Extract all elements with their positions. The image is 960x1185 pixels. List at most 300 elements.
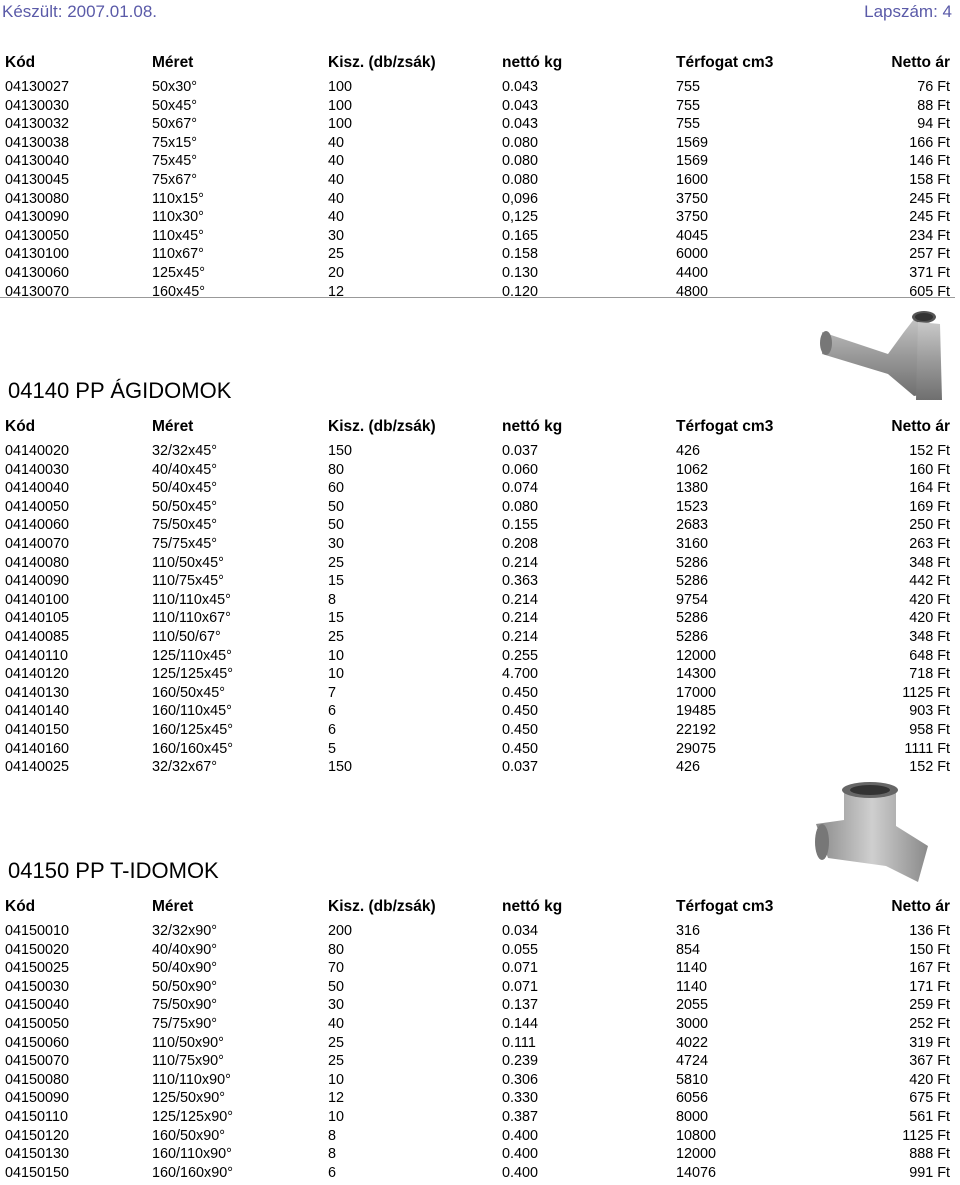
cell-net-kg: 0.137 [502,997,539,1014]
cell-size: 50x30° [152,79,197,95]
cell-net-kg: 0.060 [502,461,539,478]
cell-code: 04130038 [5,134,70,151]
cell-pack-qty: 10 [328,1071,345,1088]
cell-net-price: 169 Ft [909,498,950,515]
cell-net-price: 991 Ft [909,1164,950,1181]
cell-pack-qty: 30 [328,227,345,244]
cell-net-kg: 0.080 [502,171,539,188]
cell-net-kg: 0.080 [502,134,539,151]
created-date: Készült: 2007.01.08. [2,2,158,21]
table-row [0,922,960,941]
table-row [0,461,960,480]
table-row [0,245,960,264]
table-row [0,758,960,777]
table-row [0,227,960,246]
cell-net-kg: 0.214 [502,628,539,645]
column-header-pack-qty: Kisz. (db/zsák) [328,418,436,435]
section-title-branch-fittings: 04140 PP ÁGIDOMOK [8,378,232,403]
cell-code: 04130045 [5,171,70,188]
cell-net-price: 150 Ft [909,941,950,958]
table-row [0,572,960,591]
cell-net-price: 88 Ft [917,97,950,114]
cell-size: 125x45° [152,264,205,281]
cell-code: 04130040 [5,153,70,170]
cell-size: 110/50x45° [152,554,224,571]
table-row [0,208,960,227]
cell-volume: 10800 [676,1127,717,1144]
cell-volume: 4724 [676,1053,709,1070]
cell-net-kg: 0.214 [502,591,539,608]
cell-code: 04150090 [5,1090,70,1107]
table-row [0,152,960,171]
cell-net-kg: 0.071 [502,960,539,977]
cell-net-price: 648 Ft [909,647,950,664]
cell-volume: 3160 [676,535,709,552]
cell-net-kg: 0.165 [502,227,539,244]
table-row [0,702,960,721]
table-row [0,1164,960,1183]
cell-size: 110/110x90° [152,1071,231,1088]
cell-pack-qty: 50 [328,978,345,995]
table-row [0,1089,960,1108]
cell-volume: 5286 [676,628,709,645]
cell-net-kg: 0.144 [502,1015,539,1032]
table-row [0,283,960,302]
cell-code: 04140110 [5,647,68,664]
cell-code: 04150060 [5,1034,70,1051]
cell-pack-qty: 20 [328,264,345,281]
table-row [0,1015,960,1034]
cell-volume: 854 [676,941,701,958]
cell-code: 04140040 [5,480,70,497]
cell-pack-qty: 25 [328,1053,345,1070]
cell-pack-qty: 40 [328,190,345,207]
cell-net-price: 348 Ft [909,554,950,571]
cell-size: 110x15° [152,190,204,207]
tee-fitting-image [814,780,934,885]
column-header-pack-qty: Kisz. (db/zsák) [328,54,436,71]
cell-net-kg: 0.043 [502,116,539,133]
cell-net-kg: 0.450 [502,721,539,738]
cell-volume: 1523 [676,498,709,515]
cell-volume: 6056 [676,1090,709,1107]
column-header-net-kg: nettó kg [502,898,563,915]
cell-pack-qty: 100 [328,97,353,114]
table-row [0,554,960,573]
cell-net-kg: 0.120 [502,283,539,300]
cell-net-price: 252 Ft [909,1015,950,1032]
table-row [0,959,960,978]
cell-pack-qty: 8 [328,1146,337,1163]
column-header-code: Kód [5,418,36,435]
cell-net-price: 1111 Ft [904,740,950,757]
cell-volume: 316 [676,923,701,939]
cell-net-price: 234 Ft [909,227,950,244]
cell-net-price: 167 Ft [909,960,950,977]
cell-pack-qty: 8 [328,591,337,608]
cell-pack-qty: 25 [328,246,345,263]
table-row [0,498,960,517]
cell-code: 04150020 [5,941,70,958]
cell-size: 40/40x45° [152,461,217,478]
table-elbows [0,52,960,301]
cell-pack-qty: 10 [328,666,345,683]
cell-pack-qty: 15 [328,573,345,590]
cell-code: 04150010 [5,923,70,939]
column-header-code: Kód [5,898,36,915]
cell-net-price: 152 Ft [909,443,950,459]
cell-size: 160/160x45° [152,740,233,757]
cell-size: 75x15° [152,134,197,151]
cell-code: 04140120 [5,666,70,683]
cell-size: 75x45° [152,153,197,170]
cell-net-kg: 0.208 [502,535,539,552]
cell-net-price: 136 Ft [909,923,950,939]
cell-net-kg: 0.055 [502,941,539,958]
cell-net-kg: 0.363 [502,573,539,590]
table-row [0,941,960,960]
cell-volume: 4800 [676,283,709,300]
cell-size: 110/75x90° [152,1053,224,1070]
cell-volume: 22192 [676,721,717,738]
table-row [0,684,960,703]
cell-volume: 426 [676,443,701,459]
column-header-volume: Térfogat cm3 [676,54,774,71]
cell-net-kg: 4.700 [502,666,539,683]
wye-fitting-image [818,302,948,402]
cell-size: 110/50x90° [152,1034,224,1051]
cell-volume: 4022 [676,1034,709,1051]
cell-net-kg: 0.080 [502,498,539,515]
cell-size: 160/125x45° [152,721,233,738]
cell-volume: 17000 [676,684,717,701]
cell-net-price: 348 Ft [909,628,950,645]
cell-net-price: 259 Ft [909,997,950,1014]
cell-size: 50x67° [152,116,197,133]
cell-net-kg: 0.255 [502,647,539,664]
cell-net-price: 371 Ft [909,264,950,281]
cell-code: 04140060 [5,517,70,534]
cell-pack-qty: 10 [328,647,345,664]
column-header-size: Méret [152,898,194,915]
column-header-net-kg: nettó kg [502,54,563,71]
column-header-size: Méret [152,54,194,71]
cell-pack-qty: 150 [328,443,353,459]
cell-net-kg: 0.043 [502,79,539,95]
column-header-volume: Térfogat cm3 [676,418,774,435]
cell-code: 04140140 [5,703,70,720]
cell-net-kg: 0.080 [502,153,539,170]
cell-volume: 3750 [676,209,709,226]
cell-net-kg: 0.155 [502,517,539,534]
cell-code: 04150040 [5,997,70,1014]
cell-volume: 12000 [676,647,717,664]
cell-size: 50x45° [152,97,197,114]
cell-net-price: 319 Ft [909,1034,950,1051]
cell-pack-qty: 6 [328,721,337,738]
cell-net-kg: 0.158 [502,246,539,263]
cell-net-kg: 0.074 [502,480,539,497]
cell-code: 04150080 [5,1071,70,1088]
cell-pack-qty: 25 [328,628,345,645]
cell-pack-qty: 12 [328,1090,345,1107]
cell-code: 04150120 [5,1127,70,1144]
cell-volume: 426 [676,759,701,776]
table-header [0,896,960,922]
cell-pack-qty: 15 [328,610,345,627]
cell-size: 110x30° [152,209,204,226]
cell-volume: 9754 [676,591,709,608]
cell-pack-qty: 25 [328,1034,345,1051]
cell-net-kg: 0,125 [502,209,539,226]
cell-code: 04140130 [5,684,70,701]
cell-size: 40/40x90° [152,941,217,958]
cell-volume: 5286 [676,554,709,571]
table-header [0,416,960,442]
table-row [0,721,960,740]
cell-net-kg: 0.450 [502,684,539,701]
table-row [0,115,960,134]
cell-code: 04130030 [5,97,70,114]
cell-net-price: 420 Ft [909,1071,950,1088]
cell-code: 04150150 [5,1164,70,1181]
cell-volume: 14300 [676,666,717,683]
cell-net-price: 257 Ft [909,246,950,263]
cell-net-price: 158 Ft [909,171,950,188]
table-row [0,264,960,283]
cell-size: 32/32x67° [152,759,217,776]
cell-code: 04150130 [5,1146,70,1163]
cell-size: 125/125x90° [152,1108,233,1125]
cell-net-kg: 0.330 [502,1090,539,1107]
cell-net-price: 1125 Ft [902,684,950,701]
cell-net-price: 146 Ft [909,153,950,170]
cell-net-price: 605 Ft [909,283,950,300]
cell-pack-qty: 40 [328,153,345,170]
cell-volume: 2055 [676,997,709,1014]
table-row [0,78,960,97]
cell-net-kg: 0.034 [502,923,539,939]
cell-volume: 19485 [676,703,717,720]
cell-size: 160/110x90° [152,1146,232,1163]
cell-net-kg: 0.400 [502,1164,539,1181]
cell-pack-qty: 200 [328,923,353,939]
cell-code: 04140150 [5,721,70,738]
column-header-size: Méret [152,418,194,435]
cell-size: 160/110x45° [152,703,232,720]
cell-volume: 1140 [676,978,707,995]
cell-size: 160x45° [152,283,205,300]
cell-volume: 29075 [676,740,717,757]
cell-net-price: 718 Ft [909,666,950,683]
cell-volume: 1062 [676,461,709,478]
column-header-net-price: Netto ár [891,54,950,71]
cell-pack-qty: 40 [328,209,345,226]
cell-pack-qty: 10 [328,1108,345,1125]
cell-size: 125/125x45° [152,666,233,683]
cell-code: 04140030 [5,461,70,478]
cell-code: 04130050 [5,227,70,244]
cell-size: 110/110x67° [152,610,231,627]
column-header-volume: Térfogat cm3 [676,898,774,915]
cell-net-kg: 0.450 [502,703,539,720]
cell-code: 04140105 [5,610,70,627]
table-row [0,628,960,647]
table-row [0,516,960,535]
cell-size: 32/32x45° [152,443,217,459]
divider [0,297,955,298]
cell-net-price: 152 Ft [909,759,950,776]
table-branch-fittings [0,416,960,777]
table-row [0,479,960,498]
cell-code: 04140090 [5,573,70,590]
section-title-tee-fittings: 04150 PP T-IDOMOK [8,858,219,883]
cell-volume: 5810 [676,1071,709,1088]
cell-volume: 3000 [676,1015,709,1032]
cell-code: 04130032 [5,116,70,133]
cell-volume: 6000 [676,246,709,263]
cell-net-price: 420 Ft [909,610,950,627]
cell-code: 04140070 [5,535,70,552]
cell-size: 50/40x45° [152,480,217,497]
cell-pack-qty: 40 [328,134,345,151]
cell-net-price: 76 Ft [917,79,950,95]
cell-net-price: 94 Ft [917,116,950,133]
cell-volume: 4400 [676,264,709,281]
cell-net-price: 903 Ft [909,703,950,720]
cell-pack-qty: 40 [328,171,345,188]
cell-code: 04130060 [5,264,70,281]
page-number: Lapszám: 4 [864,2,952,21]
cell-pack-qty: 50 [328,498,345,515]
cell-net-price: 160 Ft [909,461,950,478]
cell-net-price: 171 Ft [909,978,950,995]
cell-code: 04130070 [5,283,70,300]
column-header-pack-qty: Kisz. (db/zsák) [328,898,436,915]
cell-net-kg: 0.214 [502,554,539,571]
table-row [0,740,960,759]
cell-size: 110/50/67° [152,628,221,645]
cell-code: 04150025 [5,960,70,977]
cell-volume: 4045 [676,227,709,244]
cell-volume: 755 [676,79,701,95]
cell-pack-qty: 6 [328,703,337,720]
cell-net-price: 166 Ft [909,134,950,151]
cell-pack-qty: 12 [328,283,345,300]
cell-net-kg: 0.400 [502,1127,539,1144]
cell-net-kg: 0.214 [502,610,539,627]
table-row [0,1145,960,1164]
cell-code: 04130027 [5,79,70,95]
cell-volume: 12000 [676,1146,717,1163]
cell-net-kg: 0.306 [502,1071,539,1088]
cell-pack-qty: 80 [328,941,345,958]
cell-net-kg: 0.037 [502,759,539,776]
cell-net-price: 675 Ft [909,1090,950,1107]
cell-size: 75/75x45° [152,535,217,552]
cell-pack-qty: 50 [328,517,345,534]
cell-size: 110/75x45° [152,573,224,590]
cell-pack-qty: 30 [328,997,345,1014]
cell-volume: 755 [676,116,701,133]
cell-size: 110x45° [152,227,204,244]
cell-size: 110/110x45° [152,591,231,608]
cell-size: 160/50x45° [152,684,225,701]
cell-volume: 1140 [676,960,707,977]
cell-net-kg: 0.400 [502,1146,539,1163]
cell-pack-qty: 70 [328,960,345,977]
cell-net-price: 1125 Ft [902,1127,950,1144]
cell-code: 04140020 [5,443,70,459]
cell-pack-qty: 5 [328,740,337,757]
cell-size: 110x67° [152,246,204,263]
cell-size: 75/50x45° [152,517,217,534]
cell-pack-qty: 60 [328,480,345,497]
cell-code: 04130100 [5,246,70,263]
cell-net-price: 420 Ft [909,591,950,608]
cell-volume: 5286 [676,573,709,590]
column-header-net-kg: nettó kg [502,418,563,435]
cell-volume: 2683 [676,517,709,534]
cell-size: 32/32x90° [152,923,217,939]
cell-pack-qty: 80 [328,461,345,478]
cell-size: 75x67° [152,171,197,188]
cell-net-price: 367 Ft [909,1053,950,1070]
cell-pack-qty: 100 [328,116,353,133]
table-row [0,1034,960,1053]
column-header-code: Kód [5,54,36,71]
table-row [0,996,960,1015]
table-row [0,647,960,666]
cell-size: 50/50x90° [152,978,217,995]
table-row [0,190,960,209]
cell-size: 160/50x90° [152,1127,225,1144]
cell-code: 04140085 [5,628,70,645]
cell-net-kg: 0,096 [502,190,539,207]
cell-volume: 1380 [676,480,709,497]
cell-code: 04150030 [5,978,70,995]
cell-size: 50/50x45° [152,498,217,515]
table-row [0,171,960,190]
cell-net-kg: 0.387 [502,1108,539,1125]
cell-pack-qty: 100 [328,79,353,95]
cell-volume: 755 [676,97,701,114]
cell-net-kg: 0.043 [502,97,539,114]
cell-net-price: 263 Ft [909,535,950,552]
cell-net-price: 245 Ft [909,209,950,226]
cell-code: 04140050 [5,498,70,515]
cell-volume: 14076 [676,1164,717,1181]
cell-code: 04150070 [5,1053,70,1070]
cell-pack-qty: 25 [328,554,345,571]
cell-net-kg: 0.130 [502,264,539,281]
cell-net-kg: 0.239 [502,1053,539,1070]
cell-pack-qty: 8 [328,1127,337,1144]
cell-net-price: 958 Ft [909,721,950,738]
cell-pack-qty: 150 [328,759,353,776]
cell-net-price: 164 Ft [909,480,950,497]
cell-code: 04140100 [5,591,70,608]
cell-volume: 1569 [676,153,709,170]
column-header-net-price: Netto ár [891,898,950,915]
table-tee-fittings [0,896,960,1182]
cell-volume: 1600 [676,171,709,188]
cell-net-kg: 0.037 [502,443,539,459]
cell-pack-qty: 6 [328,1164,337,1181]
cell-net-kg: 0.071 [502,978,539,995]
cell-code: 04140025 [5,759,70,776]
cell-size: 125/110x45° [152,647,232,664]
